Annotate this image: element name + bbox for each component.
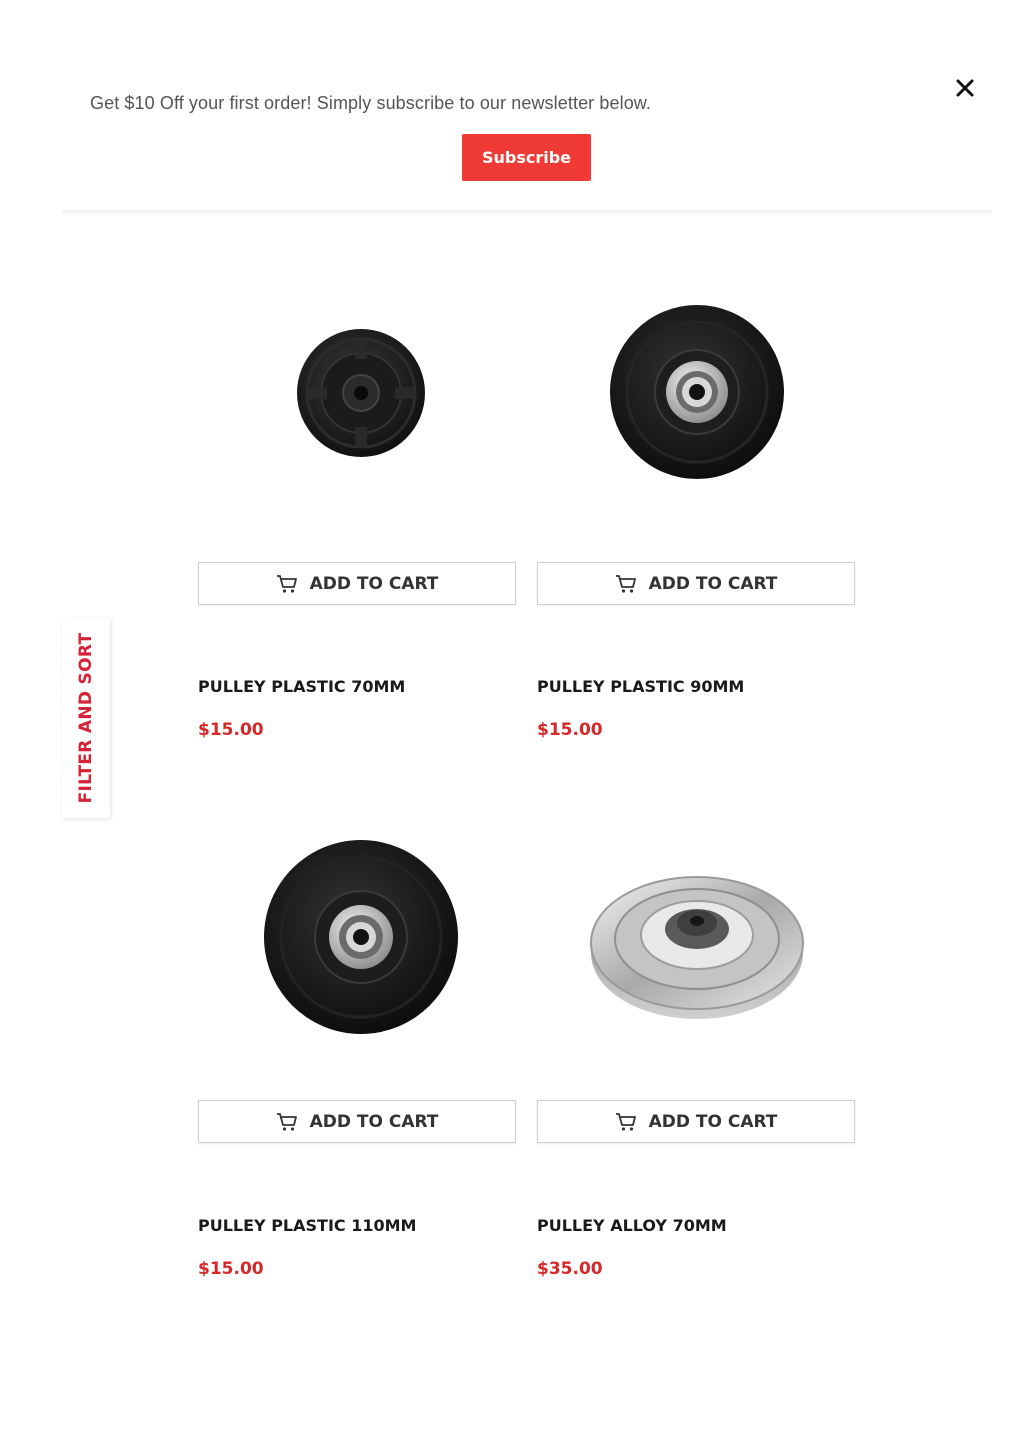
product-name[interactable]: PULLEY PLASTIC 70MM bbox=[198, 677, 406, 696]
add-to-cart-button[interactable] bbox=[198, 1100, 516, 1143]
black-plastic-pulley-110mm-icon bbox=[198, 815, 518, 1055]
alloy-pulley-70mm-icon bbox=[537, 815, 857, 1055]
cart-icon bbox=[276, 1112, 298, 1132]
cart-icon bbox=[615, 574, 637, 594]
add-to-cart-button[interactable] bbox=[537, 1100, 855, 1143]
filter-and-sort-label: FILTER AND SORT bbox=[76, 632, 96, 804]
black-plastic-pulley-70mm-icon bbox=[198, 275, 518, 515]
product-price: $15.00 bbox=[198, 1259, 264, 1279]
black-plastic-pulley-90mm-icon bbox=[537, 275, 857, 515]
product-name[interactable]: PULLEY ALLOY 70MM bbox=[537, 1216, 727, 1235]
cart-icon bbox=[615, 1112, 637, 1132]
filter-and-sort-tab[interactable] bbox=[62, 618, 110, 818]
add-to-cart-label: ADD TO CART bbox=[648, 573, 778, 594]
add-to-cart-label: ADD TO CART bbox=[648, 1111, 778, 1132]
close-icon[interactable] bbox=[953, 76, 977, 100]
add-to-cart-button[interactable] bbox=[537, 562, 855, 605]
banner-divider bbox=[62, 210, 992, 216]
product-name[interactable]: PULLEY PLASTIC 90MM bbox=[537, 677, 745, 696]
add-to-cart-label: ADD TO CART bbox=[309, 573, 439, 594]
product-image-link[interactable] bbox=[198, 275, 518, 515]
product-price: $35.00 bbox=[537, 1259, 603, 1279]
add-to-cart-button[interactable] bbox=[198, 562, 516, 605]
product-price: $15.00 bbox=[198, 720, 264, 740]
product-image-link[interactable] bbox=[198, 815, 518, 1055]
product-price: $15.00 bbox=[537, 720, 603, 740]
add-to-cart-label: ADD TO CART bbox=[309, 1111, 439, 1132]
product-name[interactable]: PULLEY PLASTIC 110MM bbox=[198, 1216, 417, 1235]
cart-icon bbox=[276, 574, 298, 594]
product-image-link[interactable] bbox=[537, 275, 857, 515]
newsletter-banner bbox=[0, 0, 1024, 210]
subscribe-button[interactable]: Subscribe bbox=[462, 134, 591, 181]
product-image-link[interactable] bbox=[537, 815, 857, 1055]
newsletter-message: Get $10 Off your first order! Simply subscribe to our newsletter below. bbox=[90, 93, 652, 113]
